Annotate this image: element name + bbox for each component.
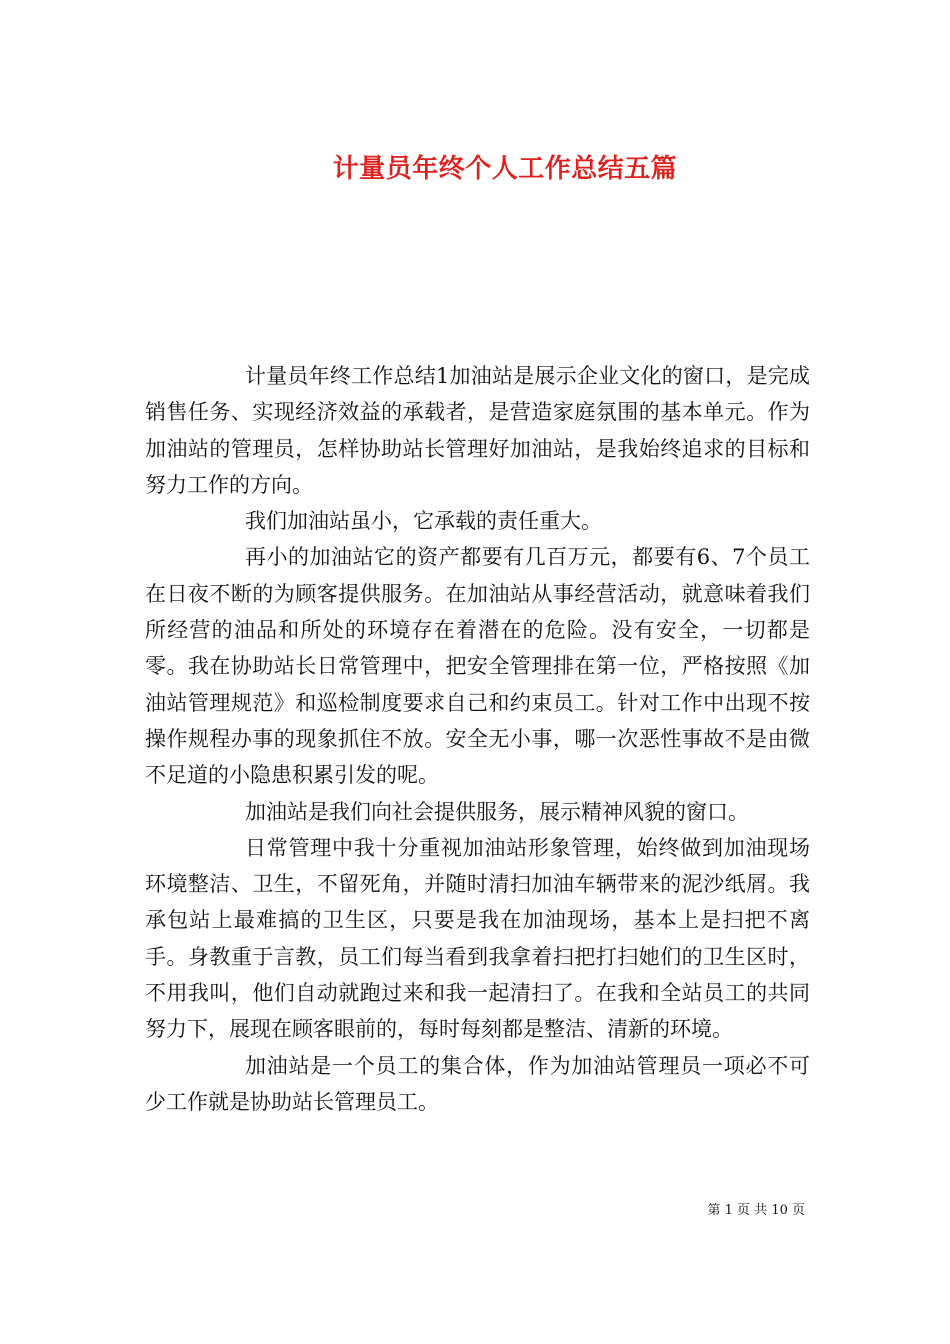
paragraph-5: 日常管理中我十分重视加油站形象管理，始终做到加油现场环境整洁、卫生，不留死角，并随时清扫加油车辆带来的泥沙纸屑。我承包站上最难搞的卫生区，只要是我在加油现场，基本上是扫把不离手。身教重于言教，员工们每当看到我拿着扫把打扫她们的卫生区时，不用我叫，他们自动就跑过来和我一起清扫了。在我和全站员工的共同努力下，展现在顾客眼前的，每时每刻都是整洁、清新的环境。 — [145, 835, 810, 1042]
paragraph-1: 计量员年终工作总结1加油站是展示企业文化的窗口，是完成销售任务、实现经济效益的承载者，是营造家庭氛围的基本单元。作为加油站的管理员，怎样协助站长管理好加油站，是我始终追求的目标和努力工作的方向。 — [145, 364, 810, 497]
page-number-footer: 第 1 页 共 10 页 — [707, 1203, 805, 1218]
paragraph-6: 加油站是一个员工的集合体，作为加油站管理员一项必不可少工作就是协助站长管理员工。 — [145, 1053, 810, 1114]
paragraph-2: 我们加油站虽小，它承载的责任重大。 — [245, 509, 602, 534]
document-body — [145, 358, 810, 1120]
document-title: 计量员年终个人工作总结五篇 — [332, 154, 678, 185]
paragraph-3: 再小的加油站它的资产都要有几百万元，都要有6、7个员工在日夜不断的为顾客提供服务。在加油站从事经营活动，就意味着我们所经营的油品和所处的环境存在着潜在的危险。没有安全，一切都是零。我在协助站长日常管理中，把安全管理排在第一位，严格按照《加油站管理规范》和巡检制度要求自己和约束员工。针对工作中出现不按操作规程办事的现象抓住不放。安全无小事，哪一次恶性事故不是由微不足道的小隐患积累引发的呢。 — [145, 545, 810, 788]
paragraph-4: 加油站是我们向社会提供服务，展示精神风貌的窗口。 — [245, 799, 749, 824]
